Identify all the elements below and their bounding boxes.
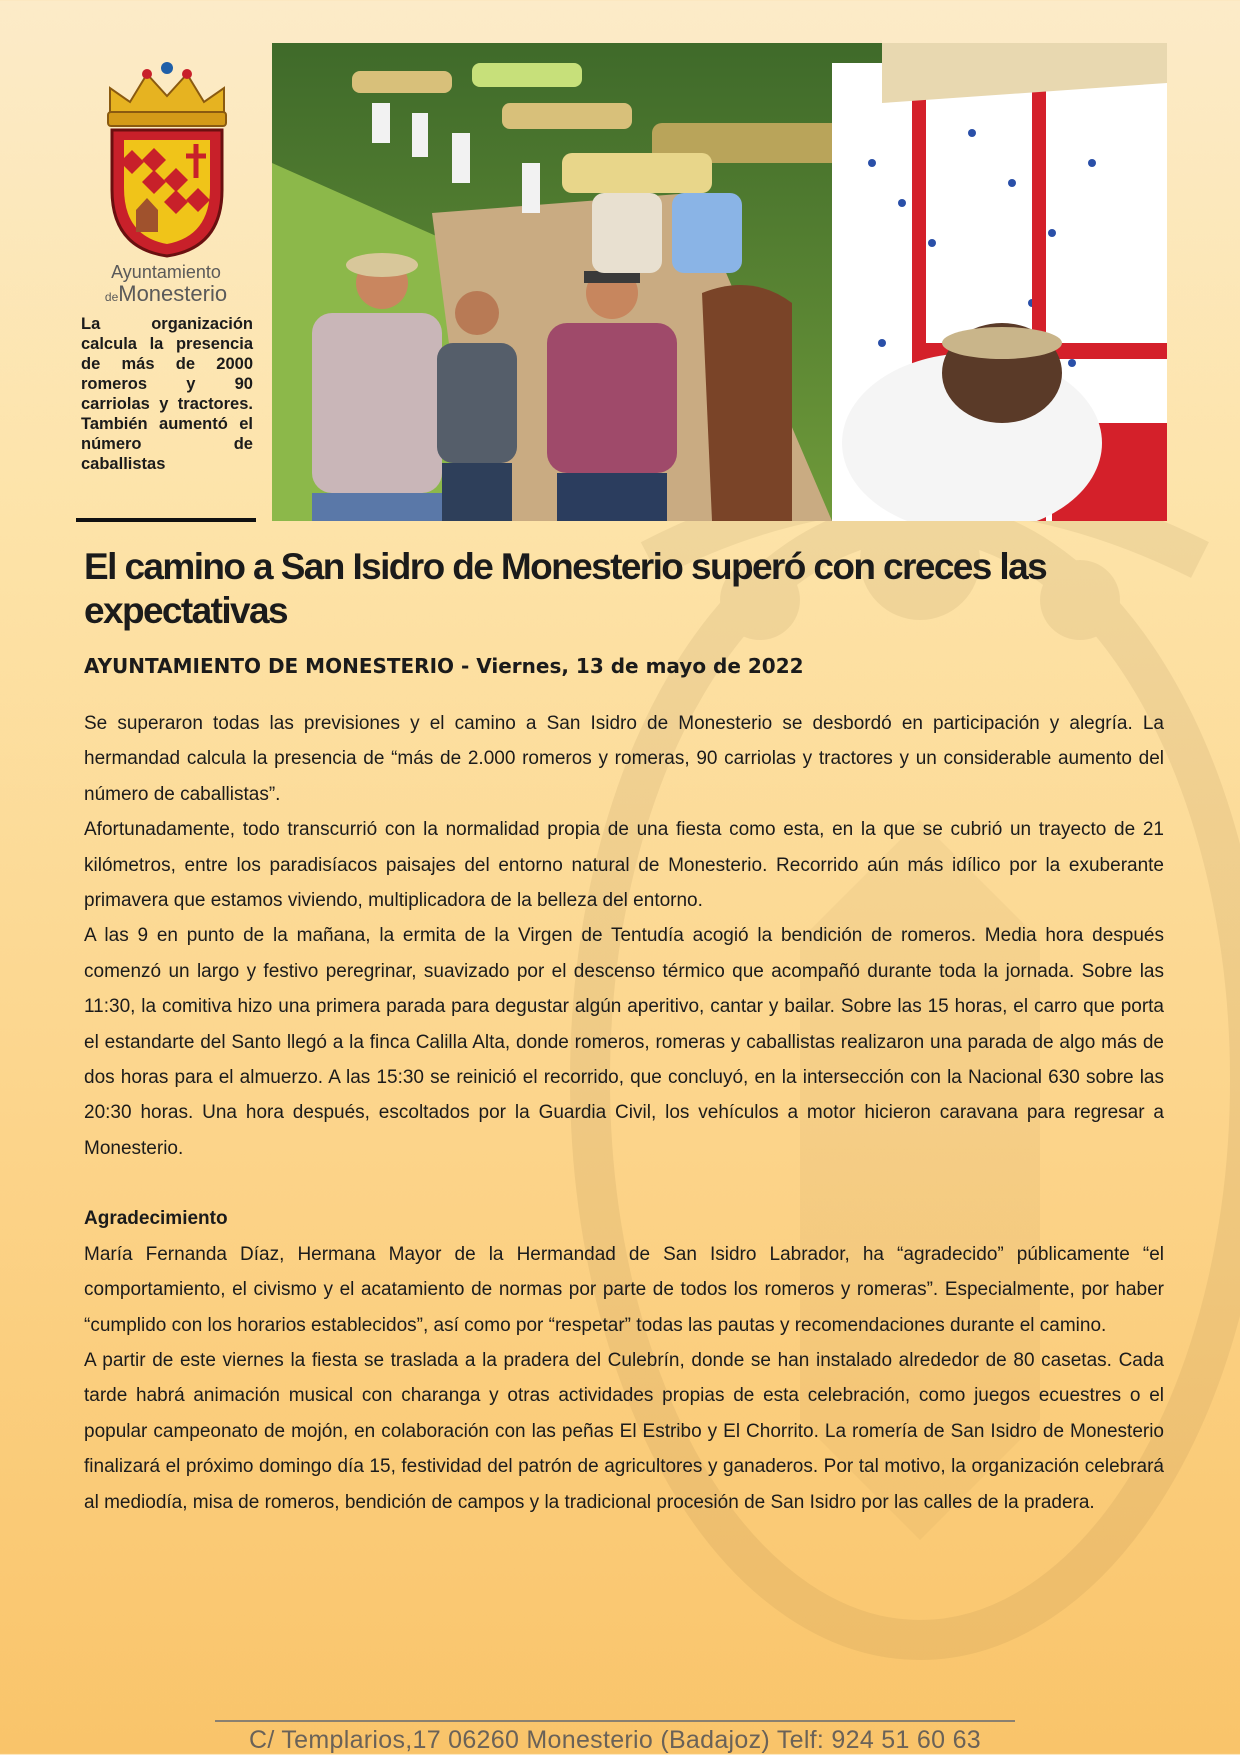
article-subheading: Agradecimiento bbox=[84, 1208, 228, 1230]
logo-line-ayuntamiento: Ayuntamiento bbox=[111, 262, 221, 282]
logo-wordmark bbox=[80, 262, 252, 309]
crown-icon bbox=[108, 62, 226, 126]
paragraph-spacer bbox=[84, 1166, 1164, 1201]
coat-of-arms-logo bbox=[92, 60, 242, 260]
article-paragraph: A partir de este viernes la fiesta se traslada a la pradera del Culebrín, donde se han instalado alrededor de 80 casetas. Cada tarde habrá animación musical con charanga y otras actividades propias de esta celebración, como juegos ecuestres o el popular campeonato de mojón, en colaboración con las peñas El Estribo y El Chorrito. La romería de San Isidro de Monesterio finalizará el próximo domingo día 15, festividad del patrón de agricultores y ganaderos. Por tal motivo, la organización celebrará al mediodía, misa de romeros, bendición de campos y la tradicional procesión de San Isidro por las calles de la pradera. bbox=[84, 1349, 1164, 1513]
sidebar-divider bbox=[76, 518, 256, 522]
logo-line-monesterio bbox=[80, 282, 252, 309]
romeria-photo bbox=[272, 43, 1167, 521]
logo-monesterio: Monesterio bbox=[118, 281, 228, 306]
article-paragraph: A las 9 en punto de la mañana, la ermita de la Virgen de Tentudía acogió la bendición de romeros. Media hora después comenzó un largo y festivo peregrinar, suavizado por el descenso térmico que acompañó durante toda la jornada. Sobre las 11:30, la comitiva hizo una primera parada para degustar algún aperitivo, cantar y bailar. Sobre las 15 horas, el carro que porta el estandarte del Santo llegó a la finca Calilla Alta, donde romeros, romeras y caballistas realizaron una parada de algo más de dos horas para el almuerzo. A las 15:30 se reinició el recorrido, que concluyó, en la intersección con la Nacional 630 sobre las 20:30 horas. Una hora después, escoltados por la Guardia Civil, los vehículos a motor hicieron caravana para regresar a Monesterio. bbox=[84, 925, 1164, 1159]
logo-de: de bbox=[104, 290, 119, 304]
article-byline: AYUNTAMIENTO DE MONESTERIO - Viernes, 13 de mayo de 2022 bbox=[84, 654, 804, 678]
footer-address: C/ Templarios,17 06260 Monesterio (Badajoz) Telf: 924 51 60 63 bbox=[248, 1726, 981, 1754]
article-headline: El camino a San Isidro de Monesterio superó con creces las expectativas bbox=[84, 546, 1047, 631]
footer-divider bbox=[215, 1720, 1015, 1722]
article-paragraph: Afortunadamente, todo transcurrió con la normalidad propia de una fiesta como esta, en la que se cubrió un trayecto de 21 kilómetros, entre los paradisíacos paisajes del entorno natural de Monesterio. Recorrido aún más idílico por la exuberante primavera que estamos viviendo, multiplicadora de la belleza del entorno. bbox=[84, 819, 1164, 912]
article-paragraph: Se superaron todas las previsiones y el camino a San Isidro de Monesterio se desbordó en participación y alegría. La hermandad calcula la presencia de “más de 2.000 romeros y romeras, 90 carriolas y tractores y un considerable aumento del número de caballistas”. bbox=[84, 713, 1164, 805]
article-paragraph: María Fernanda Díaz, Hermana Mayor de la Hermandad de San Isidro Labrador, ha “agradecido” públicamente “el comportamiento, el civismo y el acatamiento de normas por parte de todos los romeros y romeras”. Especialmente, por haber “cumplido con los horarios establecidos”, así como por “respetar” todas las pautas y recomendaciones durante el camino. bbox=[84, 1243, 1164, 1336]
article-body bbox=[84, 706, 1164, 1520]
sidebar-caption: La organización calcula la presencia de más de 2000 romeros y 90 carriolas y tractores. También aumentó el número de caballistas bbox=[81, 315, 253, 473]
